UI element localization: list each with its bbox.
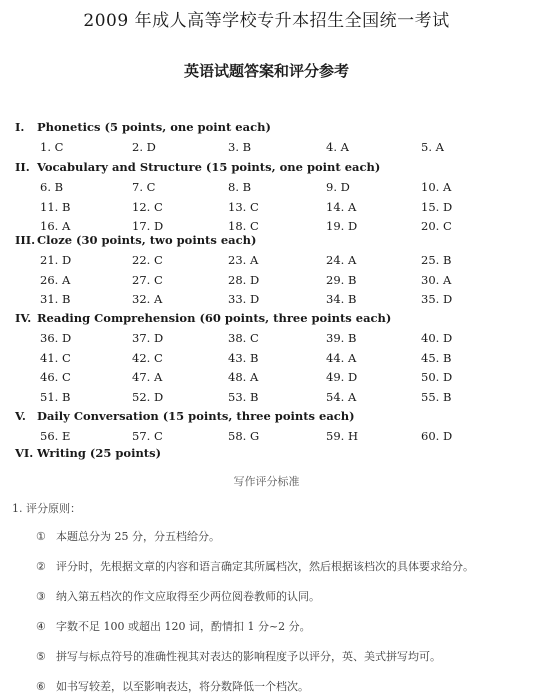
answer-item: 30. A [421, 272, 452, 287]
section-number: V. [15, 409, 26, 423]
answer-item: 37. D [132, 331, 164, 345]
rule-text: 如书写较差，以至影响表达，将分数降低一个档次。 [56, 680, 309, 693]
answer-item: 14. A [326, 199, 357, 214]
scoring-rule [36, 528, 220, 544]
answer-item: 53. B [228, 389, 259, 404]
answer-item: 6. B [40, 180, 64, 194]
rule-marker: ③ [36, 590, 46, 603]
answer-item: 43. B [228, 350, 259, 365]
answer-item: 49. D [326, 370, 358, 384]
answer-item: 35. D [421, 292, 453, 306]
answer-row [0, 331, 533, 349]
answer-item: 31. B [40, 292, 71, 306]
exam-title: 2009 年成人高等学校专升本招生全国统一考试 [83, 11, 450, 31]
answer-item: 8. B [228, 180, 252, 194]
answer-item: 29. B [326, 272, 357, 287]
answer-item: 50. D [421, 370, 453, 384]
writing-criteria-title: 写作评分标准 [233, 475, 300, 488]
answer-item: 24. A [326, 253, 357, 267]
answer-item: 51. B [40, 389, 71, 404]
answer-item: 41. C [40, 350, 71, 365]
answer-item: 46. C [40, 370, 71, 384]
answer-item: 36. D [40, 331, 72, 345]
answer-item: 32. A [132, 292, 163, 306]
answer-item: 55. B [421, 389, 452, 404]
answer-row [0, 390, 533, 408]
answer-item: 57. C [132, 429, 163, 443]
answer-item: 54. A [326, 389, 357, 404]
scoring-principles-heading: 1. 评分原则： [12, 502, 81, 515]
scoring-rule [36, 678, 309, 694]
rule-text: 纳入第五档次的作文应取得至少两位阅卷教师的认同。 [56, 590, 320, 603]
answer-item: 47. A [132, 370, 163, 384]
answer-item: 42. C [132, 350, 163, 365]
section-title: Daily Conversation (15 points, three points each) [37, 409, 355, 423]
answer-item: 33. D [228, 292, 260, 306]
scoring-rule [36, 588, 320, 604]
rule-marker: ② [36, 560, 46, 573]
rule-marker: ⑤ [36, 650, 46, 663]
scoring-rule [36, 648, 441, 664]
rule-text: 拼写与标点符号的准确性视其对表达的影响程度予以评分，英、美式拼写均可。 [56, 650, 441, 663]
section-title: Phonetics (5 points, one point each) [37, 120, 271, 134]
answer-row [0, 429, 533, 447]
answer-item: 28. D [228, 272, 260, 287]
section-number: VI. [15, 446, 34, 460]
section-heading [15, 409, 355, 423]
section-heading [15, 120, 271, 134]
answer-item: 1. C [40, 140, 64, 154]
answer-item: 34. B [326, 292, 357, 306]
answer-item: 40. D [421, 331, 453, 345]
rule-text: 评分时，先根据文章的内容和语言确定其所属档次，然后根据该档次的具体要求给分。 [56, 560, 474, 573]
answer-item: 39. B [326, 331, 357, 345]
answer-item: 38. C [228, 331, 259, 345]
section-heading [15, 446, 161, 460]
answer-item: 52. D [132, 389, 164, 404]
answer-item: 11. B [40, 199, 71, 214]
answer-item: 5. A [421, 140, 444, 154]
answer-row [0, 273, 533, 291]
section-title: Writing (25 points) [37, 446, 162, 460]
answer-item: 4. A [326, 140, 349, 154]
section-heading [15, 160, 380, 174]
rule-marker: ⑥ [36, 680, 46, 693]
answer-row [0, 140, 533, 158]
answer-item: 23. A [228, 253, 259, 267]
answer-row [0, 200, 533, 218]
section-number: III. [15, 233, 36, 247]
answer-row [0, 370, 533, 388]
rule-text: 本题总分为 25 分，分五档给分。 [56, 530, 220, 543]
answer-item: 13. C [228, 199, 259, 214]
answer-item: 25. B [421, 253, 452, 267]
rule-marker: ① [36, 530, 46, 543]
answer-item: 9. D [326, 180, 350, 194]
answer-item: 59. H [326, 429, 358, 443]
section-heading [15, 311, 391, 325]
answer-key-subtitle: 英语试题答案和评分参考 [183, 62, 349, 80]
answer-item: 56. E [40, 429, 71, 443]
answer-item: 19. D [326, 219, 358, 233]
answer-item: 26. A [40, 272, 71, 287]
section-number: I. [15, 120, 25, 134]
answer-item: 17. D [132, 219, 164, 233]
scoring-rule [36, 558, 474, 574]
section-title: Cloze (30 points, two points each) [37, 233, 257, 247]
answer-row [0, 292, 533, 310]
answer-item: 27. C [132, 272, 163, 287]
answer-row [0, 180, 533, 198]
answer-item: 18. C [228, 219, 259, 233]
section-number: II. [15, 160, 30, 174]
answer-item: 16. A [40, 219, 71, 233]
section-title: Reading Comprehension (60 points, three points each) [37, 311, 392, 325]
answer-row [0, 351, 533, 369]
answer-item: 7. C [132, 180, 156, 194]
answer-item: 10. A [421, 180, 452, 194]
answer-item: 2. D [132, 140, 156, 154]
answer-item: 3. B [228, 140, 252, 154]
rule-text: 字数不足 100 或超出 120 词，酌情扣 1 分~2 分。 [56, 620, 311, 633]
scoring-rule [36, 618, 311, 634]
answer-item: 60. D [421, 429, 453, 443]
answer-item: 15. D [421, 199, 453, 214]
answer-item: 44. A [326, 350, 357, 365]
answer-item: 22. C [132, 253, 163, 267]
section-number: IV. [15, 311, 32, 325]
rule-marker: ④ [36, 620, 46, 633]
answer-item: 12. C [132, 199, 163, 214]
answer-item: 48. A [228, 370, 259, 384]
section-title: Vocabulary and Structure (15 points, one point each) [37, 160, 381, 174]
answer-item: 58. G [228, 429, 260, 443]
answer-item: 20. C [421, 219, 452, 233]
answer-item: 45. B [421, 350, 452, 365]
section-heading [15, 233, 256, 247]
answer-row [0, 253, 533, 271]
answer-item: 21. D [40, 253, 72, 267]
